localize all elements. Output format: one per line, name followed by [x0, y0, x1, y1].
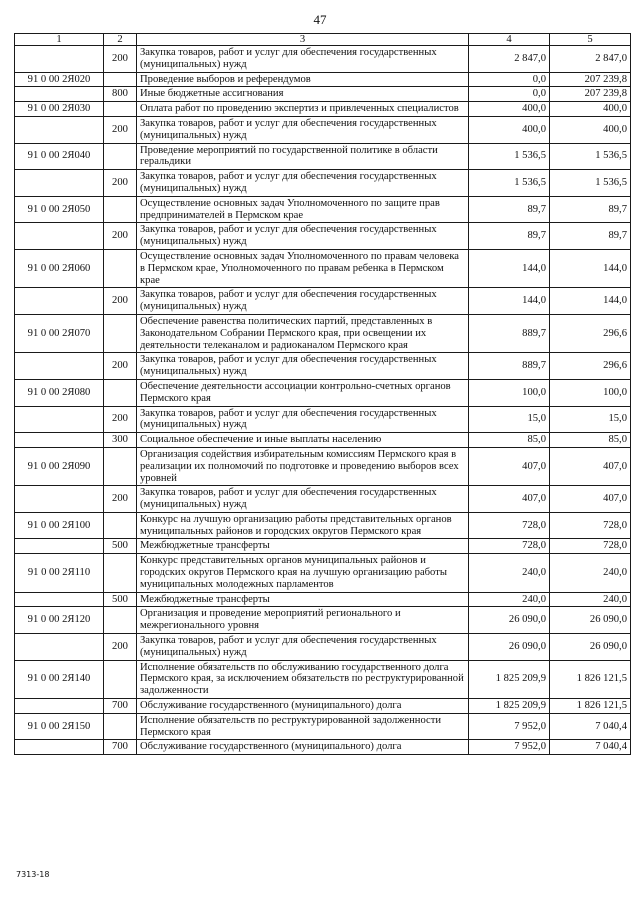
amount-year-1-cell: 407,0 — [469, 486, 550, 513]
expense-type-cell: 800 — [104, 87, 137, 102]
table-row — [15, 539, 631, 554]
amount-year-2-cell: 15,0 — [550, 406, 631, 433]
table-row — [15, 249, 631, 287]
amount-year-2-cell: 728,0 — [550, 512, 631, 539]
table-row — [15, 196, 631, 223]
item-name-cell: Закупка товаров, работ и услуг для обеспечения государственных (муниципальных) нужд — [137, 288, 469, 315]
expense-type-cell — [104, 196, 137, 223]
item-name-cell: Организация и проведение мероприятий регионального и межрегионального уровня — [137, 607, 469, 634]
table-row — [15, 660, 631, 698]
amount-year-1-cell: 240,0 — [469, 554, 550, 592]
expense-type-cell: 700 — [104, 740, 137, 755]
classification-code-cell — [15, 699, 104, 714]
amount-year-2-cell: 144,0 — [550, 249, 631, 287]
classification-code-cell — [15, 592, 104, 607]
item-name-cell: Закупка товаров, работ и услуг для обеспечения государственных (муниципальных) нужд — [137, 46, 469, 73]
table-row — [15, 143, 631, 170]
amount-year-2-cell: 1 826 121,5 — [550, 699, 631, 714]
amount-year-1-cell: 100,0 — [469, 379, 550, 406]
amount-year-1-cell: 7 952,0 — [469, 740, 550, 755]
expense-type-cell — [104, 554, 137, 592]
item-name-cell: Оплата работ по проведению экспертиз и привлеченных специалистов — [137, 102, 469, 117]
amount-year-1-cell: 400,0 — [469, 102, 550, 117]
amount-year-2-cell: 89,7 — [550, 223, 631, 250]
column-number-row — [15, 34, 631, 46]
expense-type-cell: 500 — [104, 592, 137, 607]
expense-type-cell: 200 — [104, 406, 137, 433]
amount-year-2-cell: 400,0 — [550, 102, 631, 117]
amount-year-2-cell: 207 239,8 — [550, 87, 631, 102]
item-name-cell: Обеспечение деятельности ассоциации контрольно-счетных органов Пермского края — [137, 379, 469, 406]
amount-year-2-cell: 407,0 — [550, 447, 631, 485]
amount-year-1-cell: 144,0 — [469, 249, 550, 287]
classification-code-cell: 91 0 00 2Я070 — [15, 314, 104, 352]
amount-year-1-cell: 2 847,0 — [469, 46, 550, 73]
item-name-cell: Межбюджетные трансферты — [137, 592, 469, 607]
item-name-cell: Организация содействия избирательным комиссиям Пермского края в реализации их полномочий по подготовке и проведению выборов всех уровней — [137, 447, 469, 485]
table-row — [15, 512, 631, 539]
budget-table-body — [15, 34, 631, 755]
item-name-cell: Конкурс представительных органов муниципальных районов и городских округов Пермского края на лучшую организацию работы муниципальных молодежных парламентов — [137, 554, 469, 592]
amount-year-1-cell: 26 090,0 — [469, 607, 550, 634]
classification-code-cell — [15, 740, 104, 755]
amount-year-1-cell: 400,0 — [469, 116, 550, 143]
expense-type-cell — [104, 102, 137, 117]
page-number: 47 — [313, 12, 327, 27]
expense-type-cell: 200 — [104, 170, 137, 197]
classification-code-cell — [15, 223, 104, 250]
classification-code-cell — [15, 353, 104, 380]
expense-type-cell — [104, 249, 137, 287]
expense-type-cell — [104, 713, 137, 740]
table-row — [15, 554, 631, 592]
expense-type-cell — [104, 512, 137, 539]
classification-code-cell: 91 0 00 2Я090 — [15, 447, 104, 485]
item-name-cell: Иные бюджетные ассигнования — [137, 87, 469, 102]
classification-code-cell — [15, 486, 104, 513]
item-name-cell: Закупка товаров, работ и услуг для обеспечения государственных (муниципальных) нужд — [137, 353, 469, 380]
amount-year-2-cell: 296,6 — [550, 314, 631, 352]
table-row — [15, 699, 631, 714]
expense-type-cell: 200 — [104, 223, 137, 250]
amount-year-1-cell: 889,7 — [469, 353, 550, 380]
amount-year-2-cell: 207 239,8 — [550, 72, 631, 87]
classification-code-cell: 91 0 00 2Я060 — [15, 249, 104, 287]
expense-type-cell — [104, 660, 137, 698]
column-header-1: 1 — [15, 34, 104, 46]
amount-year-2-cell: 240,0 — [550, 592, 631, 607]
table-row — [15, 634, 631, 661]
item-name-cell: Закупка товаров, работ и услуг для обеспечения государственных (муниципальных) нужд — [137, 170, 469, 197]
table-row — [15, 116, 631, 143]
classification-code-cell: 91 0 00 2Я110 — [15, 554, 104, 592]
classification-code-cell — [15, 46, 104, 73]
classification-code-cell — [15, 288, 104, 315]
table-row — [15, 223, 631, 250]
amount-year-2-cell: 2 847,0 — [550, 46, 631, 73]
expense-type-cell: 200 — [104, 486, 137, 513]
table-row — [15, 314, 631, 352]
amount-year-2-cell: 400,0 — [550, 116, 631, 143]
table-row — [15, 406, 631, 433]
budget-table — [14, 33, 631, 755]
table-row — [15, 288, 631, 315]
item-name-cell: Закупка товаров, работ и услуг для обеспечения государственных (муниципальных) нужд — [137, 116, 469, 143]
document-code: 7313-18 — [16, 870, 50, 879]
table-row — [15, 592, 631, 607]
amount-year-1-cell: 89,7 — [469, 196, 550, 223]
column-header-2: 2 — [104, 34, 137, 46]
amount-year-1-cell: 407,0 — [469, 447, 550, 485]
column-header-5: 5 — [550, 34, 631, 46]
item-name-cell: Конкурс на лучшую организацию работы представительных органов муниципальных районов и городских округов Пермского края — [137, 512, 469, 539]
item-name-cell: Закупка товаров, работ и услуг для обеспечения государственных (муниципальных) нужд — [137, 406, 469, 433]
item-name-cell: Проведение мероприятий по государственной политике в области геральдики — [137, 143, 469, 170]
item-name-cell: Обеспечение равенства политических партий, представленных в Законодательном Собрании Пермского края, при освещении их деятельности телеканалом и радиоканалом Пермского края — [137, 314, 469, 352]
classification-code-cell — [15, 539, 104, 554]
amount-year-1-cell: 889,7 — [469, 314, 550, 352]
expense-type-cell — [104, 143, 137, 170]
table-row — [15, 433, 631, 448]
table-row — [15, 607, 631, 634]
expense-type-cell — [104, 607, 137, 634]
classification-code-cell: 91 0 00 2Я150 — [15, 713, 104, 740]
item-name-cell: Обслуживание государственного (муниципального) долга — [137, 740, 469, 755]
expense-type-cell — [104, 379, 137, 406]
amount-year-1-cell: 1 536,5 — [469, 170, 550, 197]
item-name-cell: Исполнение обязательств по обслуживанию государственного долга Пермского края, за исключением обязательств по реструктурированной задолженности — [137, 660, 469, 698]
item-name-cell: Социальное обеспечение и иные выплаты населению — [137, 433, 469, 448]
expense-type-cell — [104, 314, 137, 352]
item-name-cell: Осуществление основных задач Уполномоченного по защите прав предпринимателей в Пермском крае — [137, 196, 469, 223]
expense-type-cell: 300 — [104, 433, 137, 448]
amount-year-1-cell: 144,0 — [469, 288, 550, 315]
amount-year-2-cell: 728,0 — [550, 539, 631, 554]
table-row — [15, 170, 631, 197]
expense-type-cell: 200 — [104, 353, 137, 380]
amount-year-1-cell: 1 825 209,9 — [469, 699, 550, 714]
amount-year-1-cell: 26 090,0 — [469, 634, 550, 661]
item-name-cell: Исполнение обязательств по реструктурированной задолженности Пермского края — [137, 713, 469, 740]
amount-year-1-cell: 0,0 — [469, 87, 550, 102]
amount-year-2-cell: 1 826 121,5 — [550, 660, 631, 698]
item-name-cell: Закупка товаров, работ и услуг для обеспечения государственных (муниципальных) нужд — [137, 634, 469, 661]
amount-year-2-cell: 144,0 — [550, 288, 631, 315]
amount-year-1-cell: 0,0 — [469, 72, 550, 87]
table-row — [15, 46, 631, 73]
amount-year-2-cell: 1 536,5 — [550, 170, 631, 197]
amount-year-2-cell: 296,6 — [550, 353, 631, 380]
amount-year-1-cell: 240,0 — [469, 592, 550, 607]
column-header-3: 3 — [137, 34, 469, 46]
item-name-cell: Закупка товаров, работ и услуг для обеспечения государственных (муниципальных) нужд — [137, 486, 469, 513]
classification-code-cell: 91 0 00 2Я030 — [15, 102, 104, 117]
amount-year-2-cell: 7 040,4 — [550, 713, 631, 740]
table-row — [15, 740, 631, 755]
amount-year-1-cell: 1 825 209,9 — [469, 660, 550, 698]
amount-year-1-cell: 85,0 — [469, 433, 550, 448]
expense-type-cell: 500 — [104, 539, 137, 554]
classification-code-cell: 91 0 00 2Я140 — [15, 660, 104, 698]
amount-year-2-cell: 26 090,0 — [550, 607, 631, 634]
expense-type-cell — [104, 447, 137, 485]
item-name-cell: Проведение выборов и референдумов — [137, 72, 469, 87]
amount-year-1-cell: 89,7 — [469, 223, 550, 250]
classification-code-cell: 91 0 00 2Я050 — [15, 196, 104, 223]
amount-year-2-cell: 240,0 — [550, 554, 631, 592]
item-name-cell: Осуществление основных задач Уполномоченного по правам человека в Пермском крае, Уполномоченного по правам ребенка в Пермском крае — [137, 249, 469, 287]
amount-year-2-cell: 1 536,5 — [550, 143, 631, 170]
classification-code-cell: 91 0 00 2Я080 — [15, 379, 104, 406]
classification-code-cell — [15, 406, 104, 433]
amount-year-1-cell: 15,0 — [469, 406, 550, 433]
expense-type-cell: 700 — [104, 699, 137, 714]
classification-code-cell — [15, 87, 104, 102]
table-row — [15, 87, 631, 102]
amount-year-1-cell: 1 536,5 — [469, 143, 550, 170]
item-name-cell: Закупка товаров, работ и услуг для обеспечения государственных (муниципальных) нужд — [137, 223, 469, 250]
classification-code-cell — [15, 170, 104, 197]
expense-type-cell: 200 — [104, 46, 137, 73]
table-row — [15, 486, 631, 513]
classification-code-cell — [15, 116, 104, 143]
table-row — [15, 379, 631, 406]
table-row — [15, 72, 631, 87]
amount-year-1-cell: 7 952,0 — [469, 713, 550, 740]
amount-year-1-cell: 728,0 — [469, 512, 550, 539]
table-row — [15, 353, 631, 380]
expense-type-cell: 200 — [104, 288, 137, 315]
classification-code-cell — [15, 634, 104, 661]
item-name-cell: Обслуживание государственного (муниципального) долга — [137, 699, 469, 714]
classification-code-cell: 91 0 00 2Я100 — [15, 512, 104, 539]
classification-code-cell: 91 0 00 2Я020 — [15, 72, 104, 87]
column-header-4: 4 — [469, 34, 550, 46]
classification-code-cell: 91 0 00 2Я040 — [15, 143, 104, 170]
amount-year-2-cell: 85,0 — [550, 433, 631, 448]
expense-type-cell: 200 — [104, 634, 137, 661]
amount-year-2-cell: 7 040,4 — [550, 740, 631, 755]
expense-type-cell: 200 — [104, 116, 137, 143]
amount-year-1-cell: 728,0 — [469, 539, 550, 554]
amount-year-2-cell: 100,0 — [550, 379, 631, 406]
table-row — [15, 102, 631, 117]
expense-type-cell — [104, 72, 137, 87]
amount-year-2-cell: 407,0 — [550, 486, 631, 513]
table-row — [15, 447, 631, 485]
amount-year-2-cell: 89,7 — [550, 196, 631, 223]
item-name-cell: Межбюджетные трансферты — [137, 539, 469, 554]
classification-code-cell — [15, 433, 104, 448]
amount-year-2-cell: 26 090,0 — [550, 634, 631, 661]
classification-code-cell: 91 0 00 2Я120 — [15, 607, 104, 634]
table-row — [15, 713, 631, 740]
